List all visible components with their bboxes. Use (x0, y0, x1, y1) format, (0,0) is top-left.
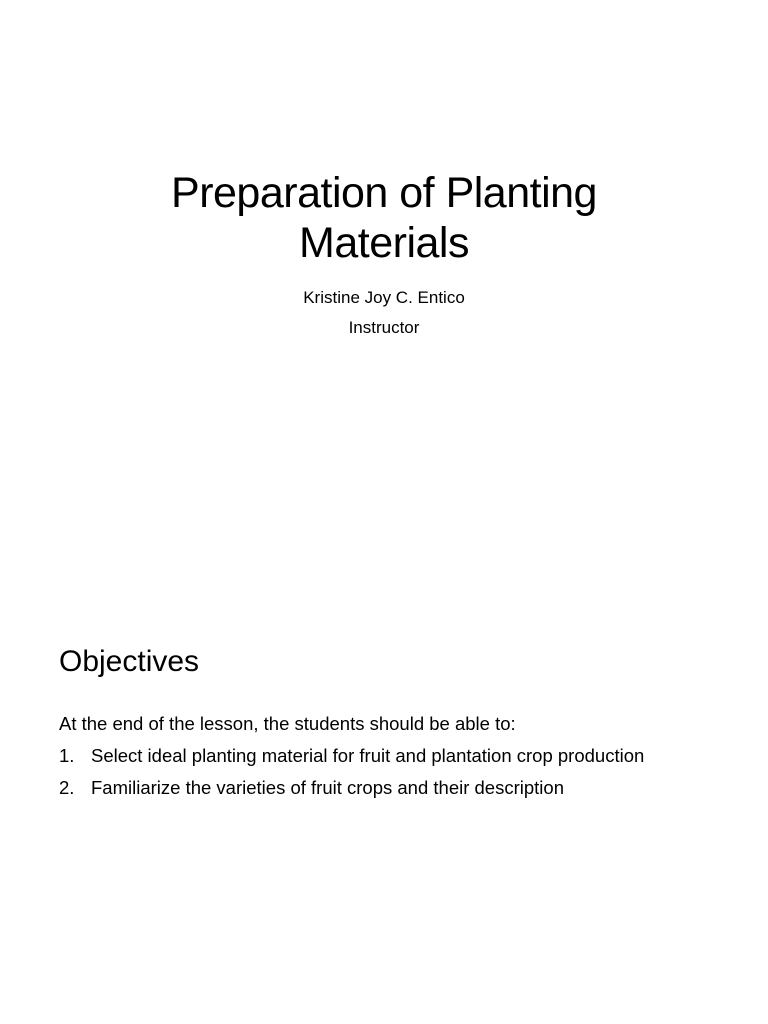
list-item-number: 2. (59, 777, 75, 798)
slide-title (40, 168, 728, 268)
slide-subtitle (40, 283, 728, 343)
title-line-1: Preparation of Planting (171, 169, 597, 217)
title-line-2: Materials (299, 219, 469, 267)
objectives-intro: At the end of the lesson, the students should be able to: (59, 713, 516, 734)
objectives-slide (0, 576, 768, 1024)
list-item-text: Select ideal planting material for fruit and plantation crop production (91, 745, 645, 766)
objectives-list (59, 744, 709, 800)
author-role: Instructor (348, 318, 420, 337)
list-item-number: 1. (59, 745, 75, 766)
list-item-text: Familiarize the varieties of fruit crops and their description (91, 777, 564, 798)
list-item (59, 744, 709, 768)
author-name: Kristine Joy C. Entico (303, 288, 465, 307)
list-item (59, 776, 709, 800)
objectives-heading: Objectives (59, 645, 200, 678)
objectives-body (59, 712, 709, 808)
